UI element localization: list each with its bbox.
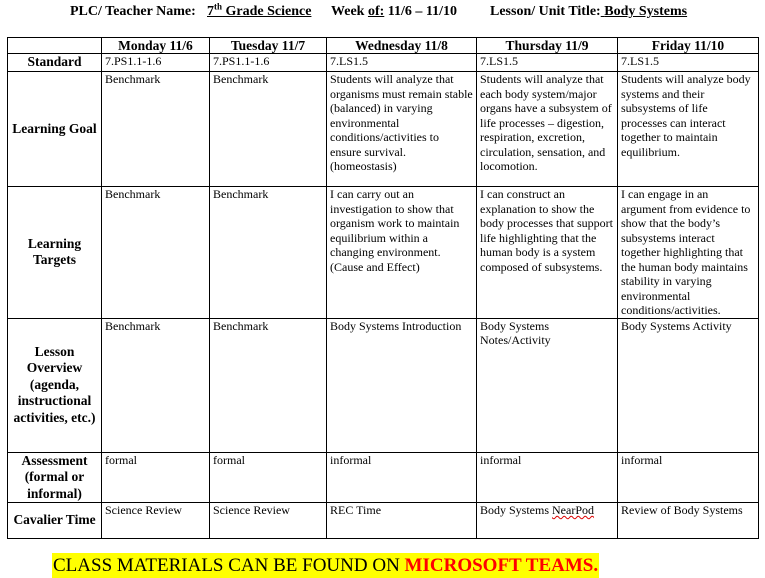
lesson-plan-table <box>7 37 759 539</box>
table-cell: 7.PS1.1-1.6 <box>210 54 327 72</box>
table-row <box>8 54 759 72</box>
table-header-row <box>8 38 759 54</box>
table-cell: 7.LS1.5 <box>327 54 477 72</box>
row-label-standard: Standard <box>8 54 102 72</box>
row-label-learning-goal: Learning Goal <box>8 72 102 187</box>
table-row <box>8 72 759 187</box>
table-cell: I can construct an explanation to show the body processes that support life highlighting that the human body is a system composed of subsystems. <box>477 187 618 319</box>
row-label-cavalier-time: Cavalier Time <box>8 503 102 539</box>
table-cell: informal <box>327 452 477 503</box>
table-cell: formal <box>210 452 327 503</box>
table-cell: REC Time <box>327 503 477 539</box>
table-cell: Science Review <box>102 503 210 539</box>
table-cell: Benchmark <box>102 187 210 319</box>
table-cell: Benchmark <box>210 187 327 319</box>
banner-text: CLASS MATERIALS CAN BE FOUND ON <box>53 555 400 576</box>
table-cell: I can carry out an investigation to show that organism work to maintain equilibrium within a changing environment. (Cause and Effect) <box>327 187 477 319</box>
table-row <box>8 452 759 503</box>
class-materials-banner <box>52 553 599 578</box>
table-cell: 7.PS1.1-1.6 <box>102 54 210 72</box>
table-cell: Body Systems Activity <box>618 318 759 452</box>
table-cell: formal <box>102 452 210 503</box>
day-header-monday: Monday 11/6 <box>102 38 210 54</box>
table-cell: Benchmark <box>210 72 327 187</box>
table-cell: Students will analyze that organisms must remain stable (balanced) in varying environmental conditions/activities to ensure survival. (homeostasis) <box>327 72 477 187</box>
table-cell: informal <box>477 452 618 503</box>
table-cell: Benchmark <box>210 318 327 452</box>
day-header-tuesday: Tuesday 11/7 <box>210 38 327 54</box>
table-cell: Science Review <box>210 503 327 539</box>
table-cell: informal <box>618 452 759 503</box>
table-cell: 7.LS1.5 <box>477 54 618 72</box>
table-cell: Body Systems Introduction <box>327 318 477 452</box>
teacher-label: PLC/ Teacher Name: <box>70 4 196 19</box>
table-cell: Benchmark <box>102 318 210 452</box>
table-cell: Body Systems Notes/Activity <box>477 318 618 452</box>
table-cell: Students will analyze that each body system/major organs have a subsystem of life processes – digestion, respiration, excretion, circulation, sensation, and locomotion. <box>477 72 618 187</box>
table-cell: I can engage in an argument from evidence to show that the body’s subsystems interact together highlighting that the human body maintains stability in varying environmental conditions/activities. <box>618 187 759 319</box>
banner-highlight: MICROSOFT TEAMS. <box>404 555 599 576</box>
table-row <box>8 503 759 539</box>
table-cell: 7.LS1.5 <box>618 54 759 72</box>
table-cell: Benchmark <box>102 72 210 187</box>
day-header-thursday: Thursday 11/9 <box>477 38 618 54</box>
cell-text: Body Systems <box>480 503 550 517</box>
page-header <box>0 1 765 24</box>
table-row <box>8 318 759 452</box>
row-label-assessment: Assessment (formal or informal) <box>8 452 102 503</box>
row-label-lesson-overview: Lesson Overview (agenda, instructional activities, etc.) <box>8 318 102 452</box>
teacher-value: 7th Grade Science <box>207 1 312 19</box>
table-cell <box>477 503 618 539</box>
day-header-friday: Friday 11/10 <box>618 38 759 54</box>
table-cell: Students will analyze body systems and their subsystems of life processes can interact together to maintain equilibrium. <box>618 72 759 187</box>
row-label-learning-targets: Learning Targets <box>8 187 102 319</box>
lesson-label: Lesson/ Unit Title: Body Systems <box>490 4 688 19</box>
table-row <box>8 187 759 319</box>
corner-cell <box>8 38 102 54</box>
day-header-wednesday: Wednesday 11/8 <box>327 38 477 54</box>
week-label: Week of: 11/6 – 11/10 <box>331 4 458 19</box>
spellcheck-word: NearPod <box>552 503 595 517</box>
table-cell: Review of Body Systems <box>618 503 759 539</box>
